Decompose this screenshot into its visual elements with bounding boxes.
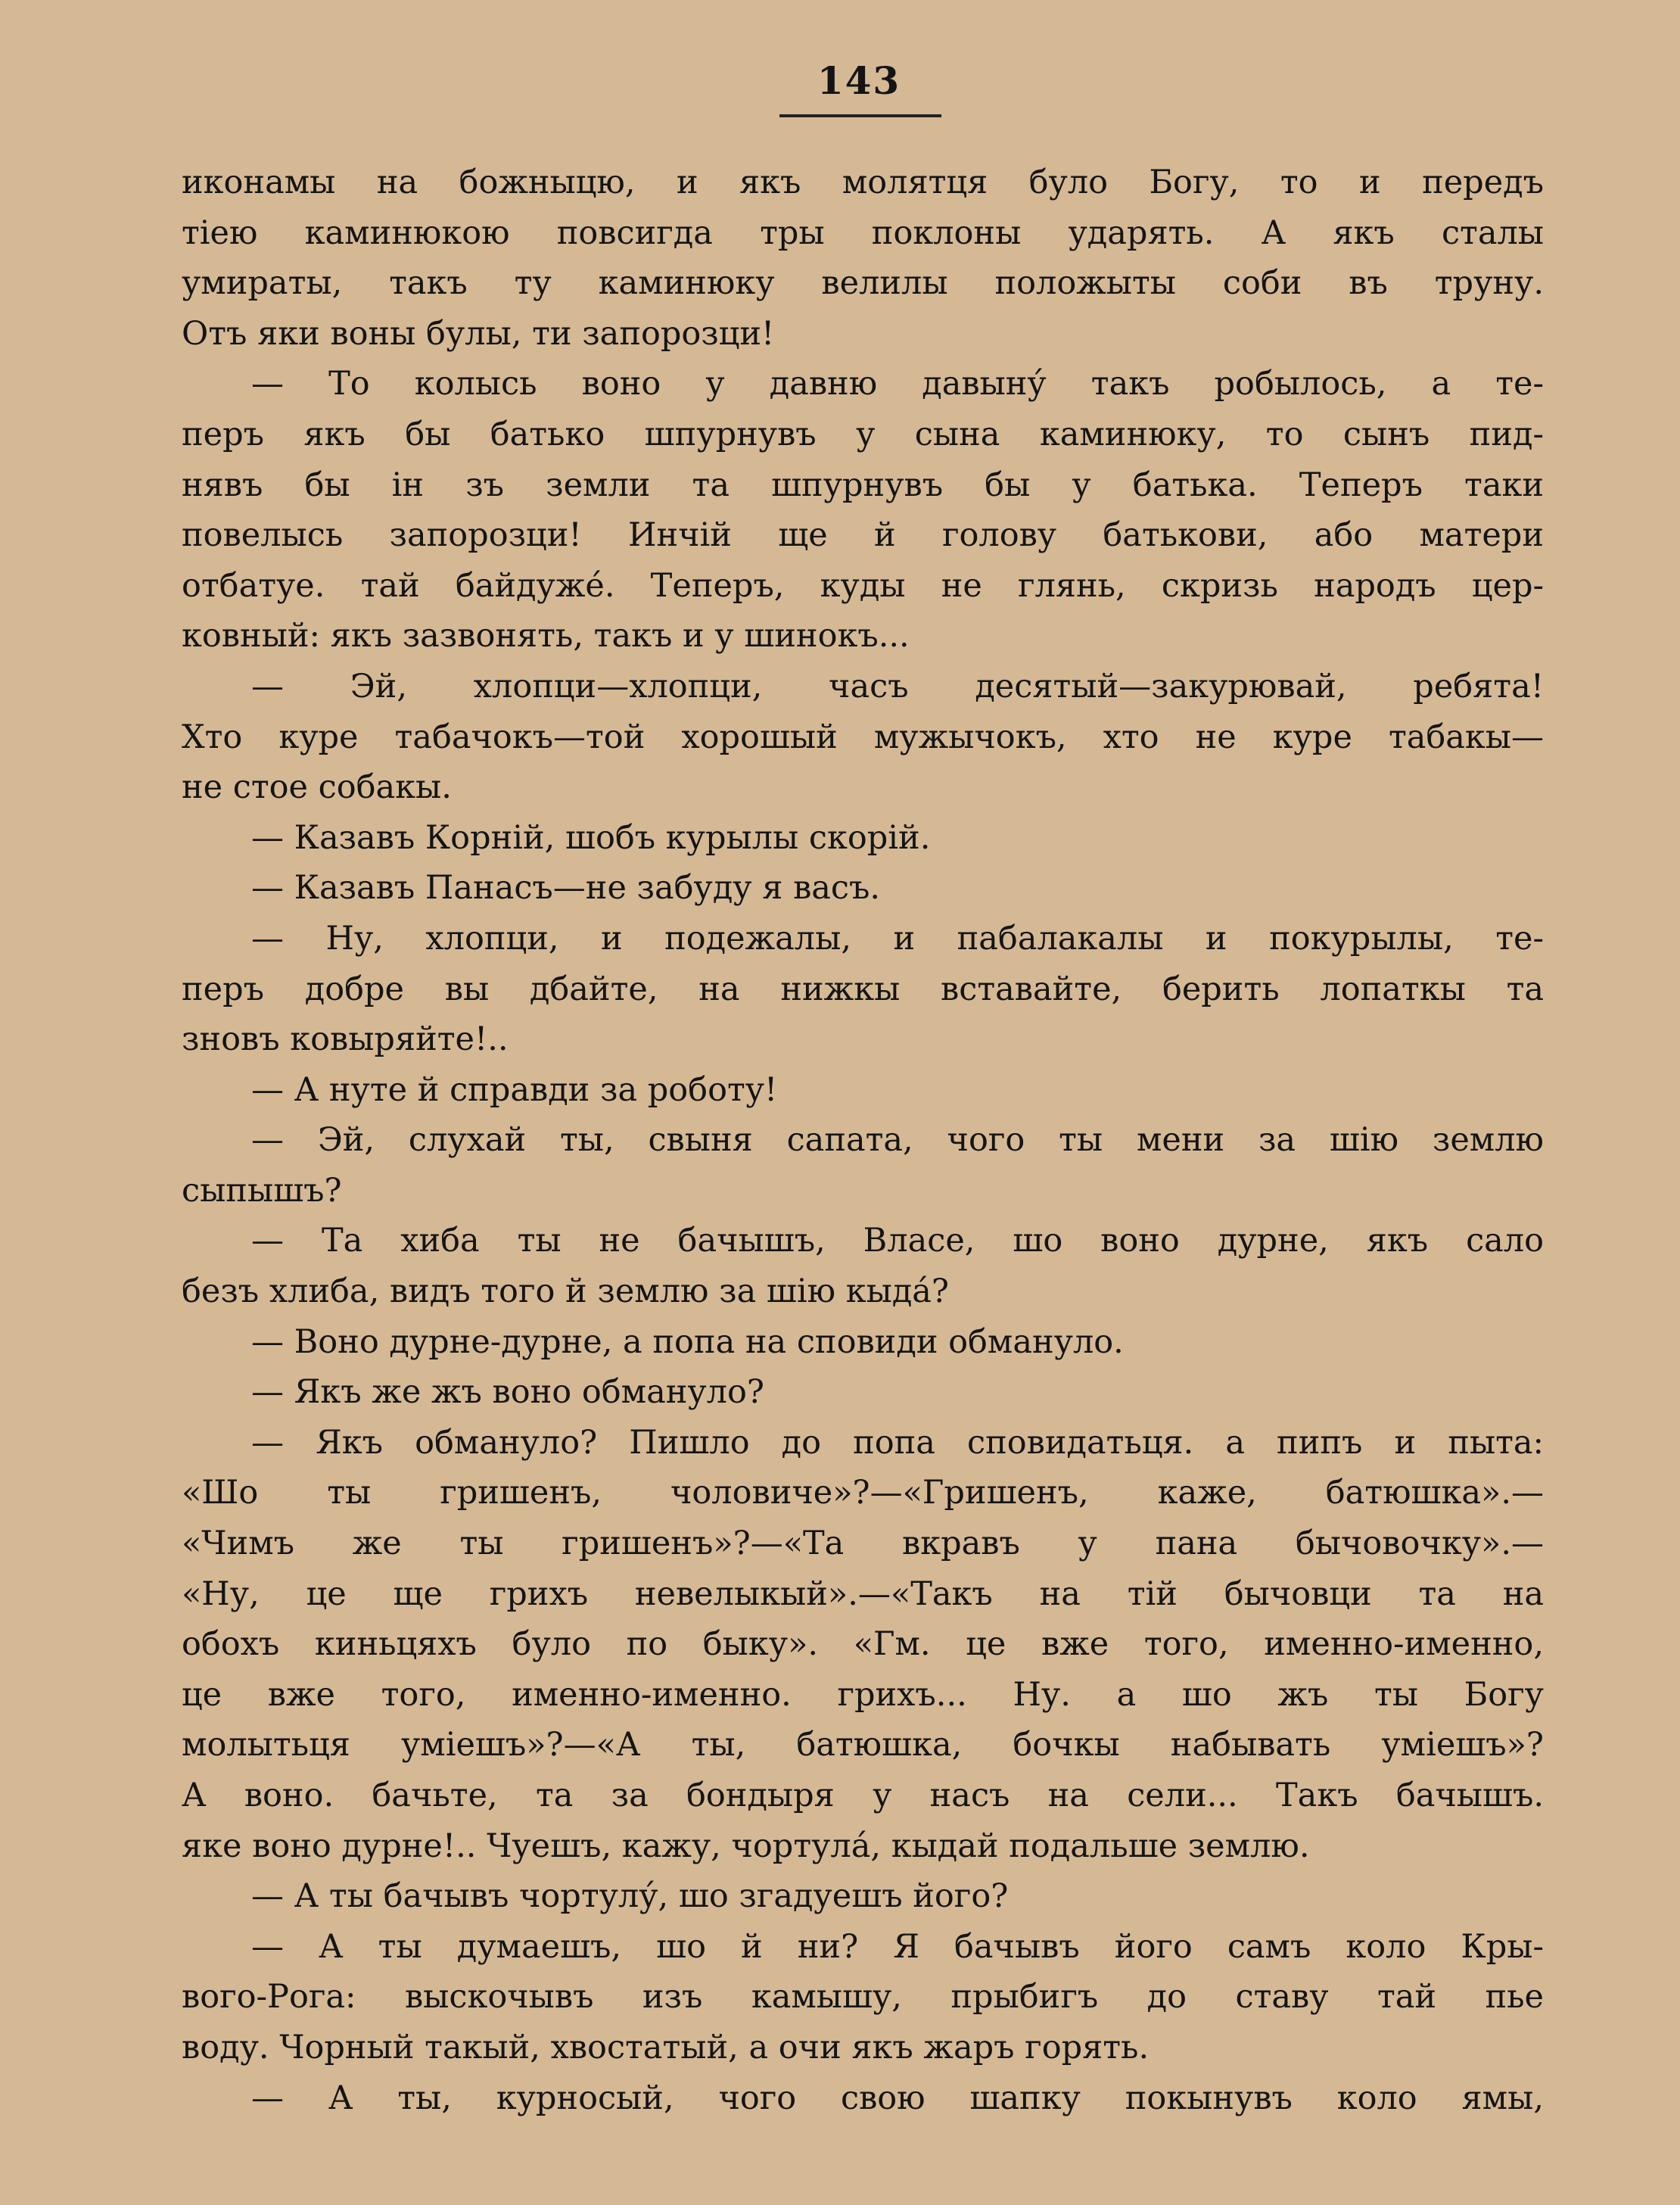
text-line: «Шо ты гришенъ, чоловиче»?—«Гришенъ, каже, батюшка».— (182, 1474, 1544, 1512)
text-line: — Ну, хлопци, и подежалы, и пабалакалы и покурылы, те- (251, 919, 1544, 958)
text-line: Хто куре табачокъ—той хорошый мужычокъ, хто не куре табакы— (182, 718, 1544, 756)
text-line: А воно. бачьте, та за бондыря у насъ на сели... Такъ бачышъ. (182, 1777, 1544, 1814)
text-line: повелысь запорозци! Инчій ще й голову батькови, або матери (182, 516, 1544, 555)
body-text (182, 157, 1544, 2123)
text-line: перъ добре вы дбайте, на нижкы вставайте, берить лопаткы та (182, 970, 1544, 1008)
text-line: нявъ бы ін зъ земли та шпурнувъ бы у батька. Теперъ таки (182, 466, 1544, 504)
text-line: вого-Рога: выскочывъ изъ камышу, прыбигъ до ставу тай пье (182, 1978, 1544, 2017)
text-line: — Воно дурне-дурне, а попа на сповиди обмануло. (251, 1322, 1124, 1361)
text-line: це вже того, именно-именно. грихъ... Ну. а шо жъ ты Богу (182, 1675, 1544, 1714)
text-line: ковный: якъ зазвонять, такъ и у шинокъ... (182, 617, 910, 656)
text-line: — Казавъ Панасъ—не забуду я васъ. (251, 869, 881, 908)
text-line: — А ты думаешъ, шо й ни? Я бачывъ його самъ коло Кры- (251, 1927, 1544, 1966)
text-line: воду. Чорный такый, хвостатый, а очи якъ жаръ горять. (182, 2028, 1150, 2066)
page-number: 143 (817, 58, 901, 103)
text-line: тіею каминюкою повсигда тры поклоны ударять. А якъ сталы (182, 213, 1544, 252)
text-line: умираты, такъ ту каминюку велилы положыты соби въ труну. (182, 264, 1544, 303)
text-line: — Якъ же жъ воно обмануло? (251, 1373, 764, 1412)
text-line: «Чимъ же ты гришенъ»?—«Та вкравъ у пана бычовочку».— (182, 1525, 1544, 1563)
text-line: перъ якъ бы батько шпурнувъ у сына каминюку, то сынъ пид- (182, 415, 1544, 453)
text-line: «Ну, це ще грихъ невелыкый».—«Такъ на тій бычовци та на (182, 1574, 1544, 1613)
text-line: безъ хлиба, видъ того й землю за шію кыда́? (182, 1272, 949, 1311)
text-line: — А нуте й справди за роботу! (251, 1070, 778, 1109)
text-line: — А ты бачывъ чортулу́, шо згадуешъ його? (251, 1877, 1009, 1916)
text-line: отбатуе. тай байдуже́. Теперъ, куды не глянь, скризь народъ цер- (182, 566, 1544, 605)
text-line: — А ты, курносый, чого свою шапку покынувъ коло ямы, (251, 2079, 1544, 2117)
text-line: — Эй, хлопци—хлопци, часъ десятый—закурювай, ребята! (251, 667, 1544, 705)
text-line: — Та хиба ты не бачышъ, Власе, шо воно дурне, якъ сало (251, 1222, 1544, 1260)
text-line: зновъ ковыряйте!.. (182, 1020, 509, 1059)
text-line: иконамы на божныцю, и якъ молятця було Богу, то и передъ (182, 164, 1544, 201)
text-line: молытьця уміешъ»?—«А ты, батюшка, бочкы набывать уміешъ»? (182, 1726, 1544, 1764)
text-line: — Якъ обмануло? Пишло до попа сповидатьця. а пипъ и пыта: (251, 1423, 1544, 1462)
text-line: — Казавъ Корній, шобъ курылы скорій. (251, 818, 931, 857)
text-line: обохъ киньцяхъ було по быку». «Гм. це вже того, именно-именно, (182, 1625, 1544, 1664)
page-number-rule (779, 114, 941, 117)
text-line: не стое собакы. (182, 768, 452, 807)
text-line: — Эй, слухай ты, свыня сапата, чого ты мени за шію землю (251, 1121, 1544, 1160)
text-line: — То колысь воно у давню давыну́ такъ робылось, а те- (251, 365, 1544, 403)
text-line: сыпышъ? (182, 1171, 342, 1210)
text-line: Отъ яки воны булы, ти запорозци! (182, 314, 775, 353)
text-line: яке воно дурне!.. Чуешъ, кажу, чортула́, кыдай подальше землю. (182, 1827, 1310, 1865)
